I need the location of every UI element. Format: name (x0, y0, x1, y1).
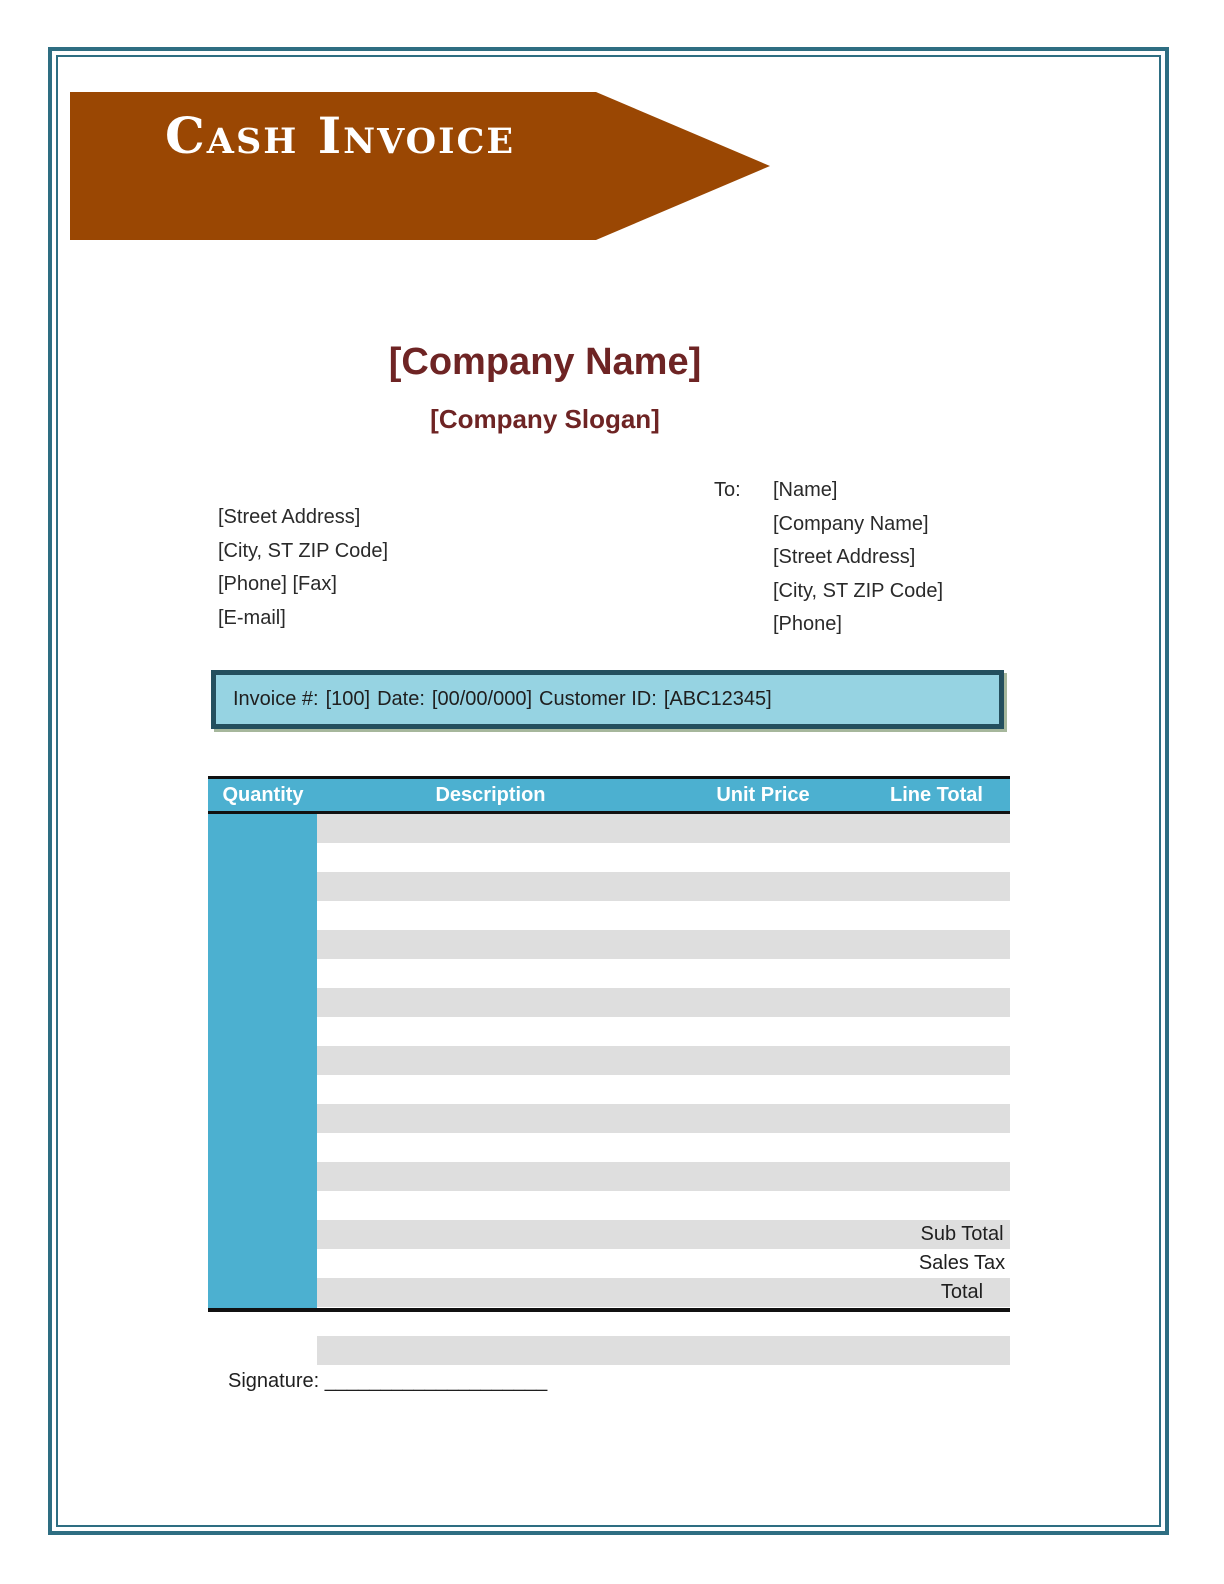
recipient-name: [Name] (773, 479, 838, 501)
invoice-info-box (211, 670, 1004, 729)
signature-line (228, 1370, 547, 1393)
table-row (317, 1104, 1010, 1133)
sender-address (218, 501, 388, 635)
sender-phone-fax: [Phone] [Fax] (218, 573, 337, 595)
column-header-quantity: Quantity (222, 783, 304, 806)
company-slogan: [Company Slogan] (430, 404, 660, 434)
column-header-line-total: Line Total (890, 783, 983, 806)
signature-blank[interactable]: ____________________ (324, 1370, 548, 1392)
total-row (317, 1336, 1010, 1365)
recipient-label: To: (714, 479, 741, 501)
table-row (317, 930, 1010, 959)
recipient-address (773, 474, 943, 642)
table-row (317, 988, 1010, 1017)
sender-email: [E-mail] (218, 606, 286, 629)
invoice-date-value: [00/00/000] (431, 688, 532, 710)
sales-tax-label: Sales Tax (918, 1252, 1006, 1274)
invoice-number-value: [100] (325, 688, 371, 710)
recipient-company: [Company Name] (773, 512, 929, 535)
table-row (317, 901, 1010, 930)
table-row (317, 843, 1010, 872)
column-header-description: Description (435, 783, 546, 806)
subtotal-label: Sub Total (920, 1223, 1004, 1245)
total-label: Total (940, 1281, 984, 1303)
sender-city: [City, ST ZIP Code] (218, 539, 389, 562)
signature-label: Signature: (228, 1370, 320, 1392)
invoice-number-label: Invoice #: (233, 688, 319, 710)
table-row (317, 1017, 1010, 1046)
customer-id-value: [ABC12345] (663, 688, 772, 710)
recipient-street: [Street Address] (773, 546, 916, 568)
table-row (317, 959, 1010, 988)
invoice-date-label: Date: (377, 688, 425, 710)
recipient-phone: [Phone] (773, 613, 842, 635)
table-row (317, 1162, 1010, 1191)
table-row (317, 1133, 1010, 1162)
table-row (317, 872, 1010, 901)
table-row (317, 814, 1010, 843)
table-row (317, 1075, 1010, 1104)
recipient-city: [City, ST ZIP Code] (773, 579, 944, 602)
column-header-unit-price: Unit Price (716, 783, 810, 806)
table-row (317, 1046, 1010, 1075)
sender-street: [Street Address] (218, 506, 361, 528)
table-header (208, 776, 1010, 814)
table-bottom-rule (208, 1308, 1010, 1312)
company-name: [Company Name] (388, 341, 702, 383)
table-row (317, 1191, 1010, 1220)
invoice-title: Cash Invoice (165, 106, 516, 165)
quantity-column (208, 814, 317, 1308)
customer-id-label: Customer ID: (539, 688, 657, 710)
